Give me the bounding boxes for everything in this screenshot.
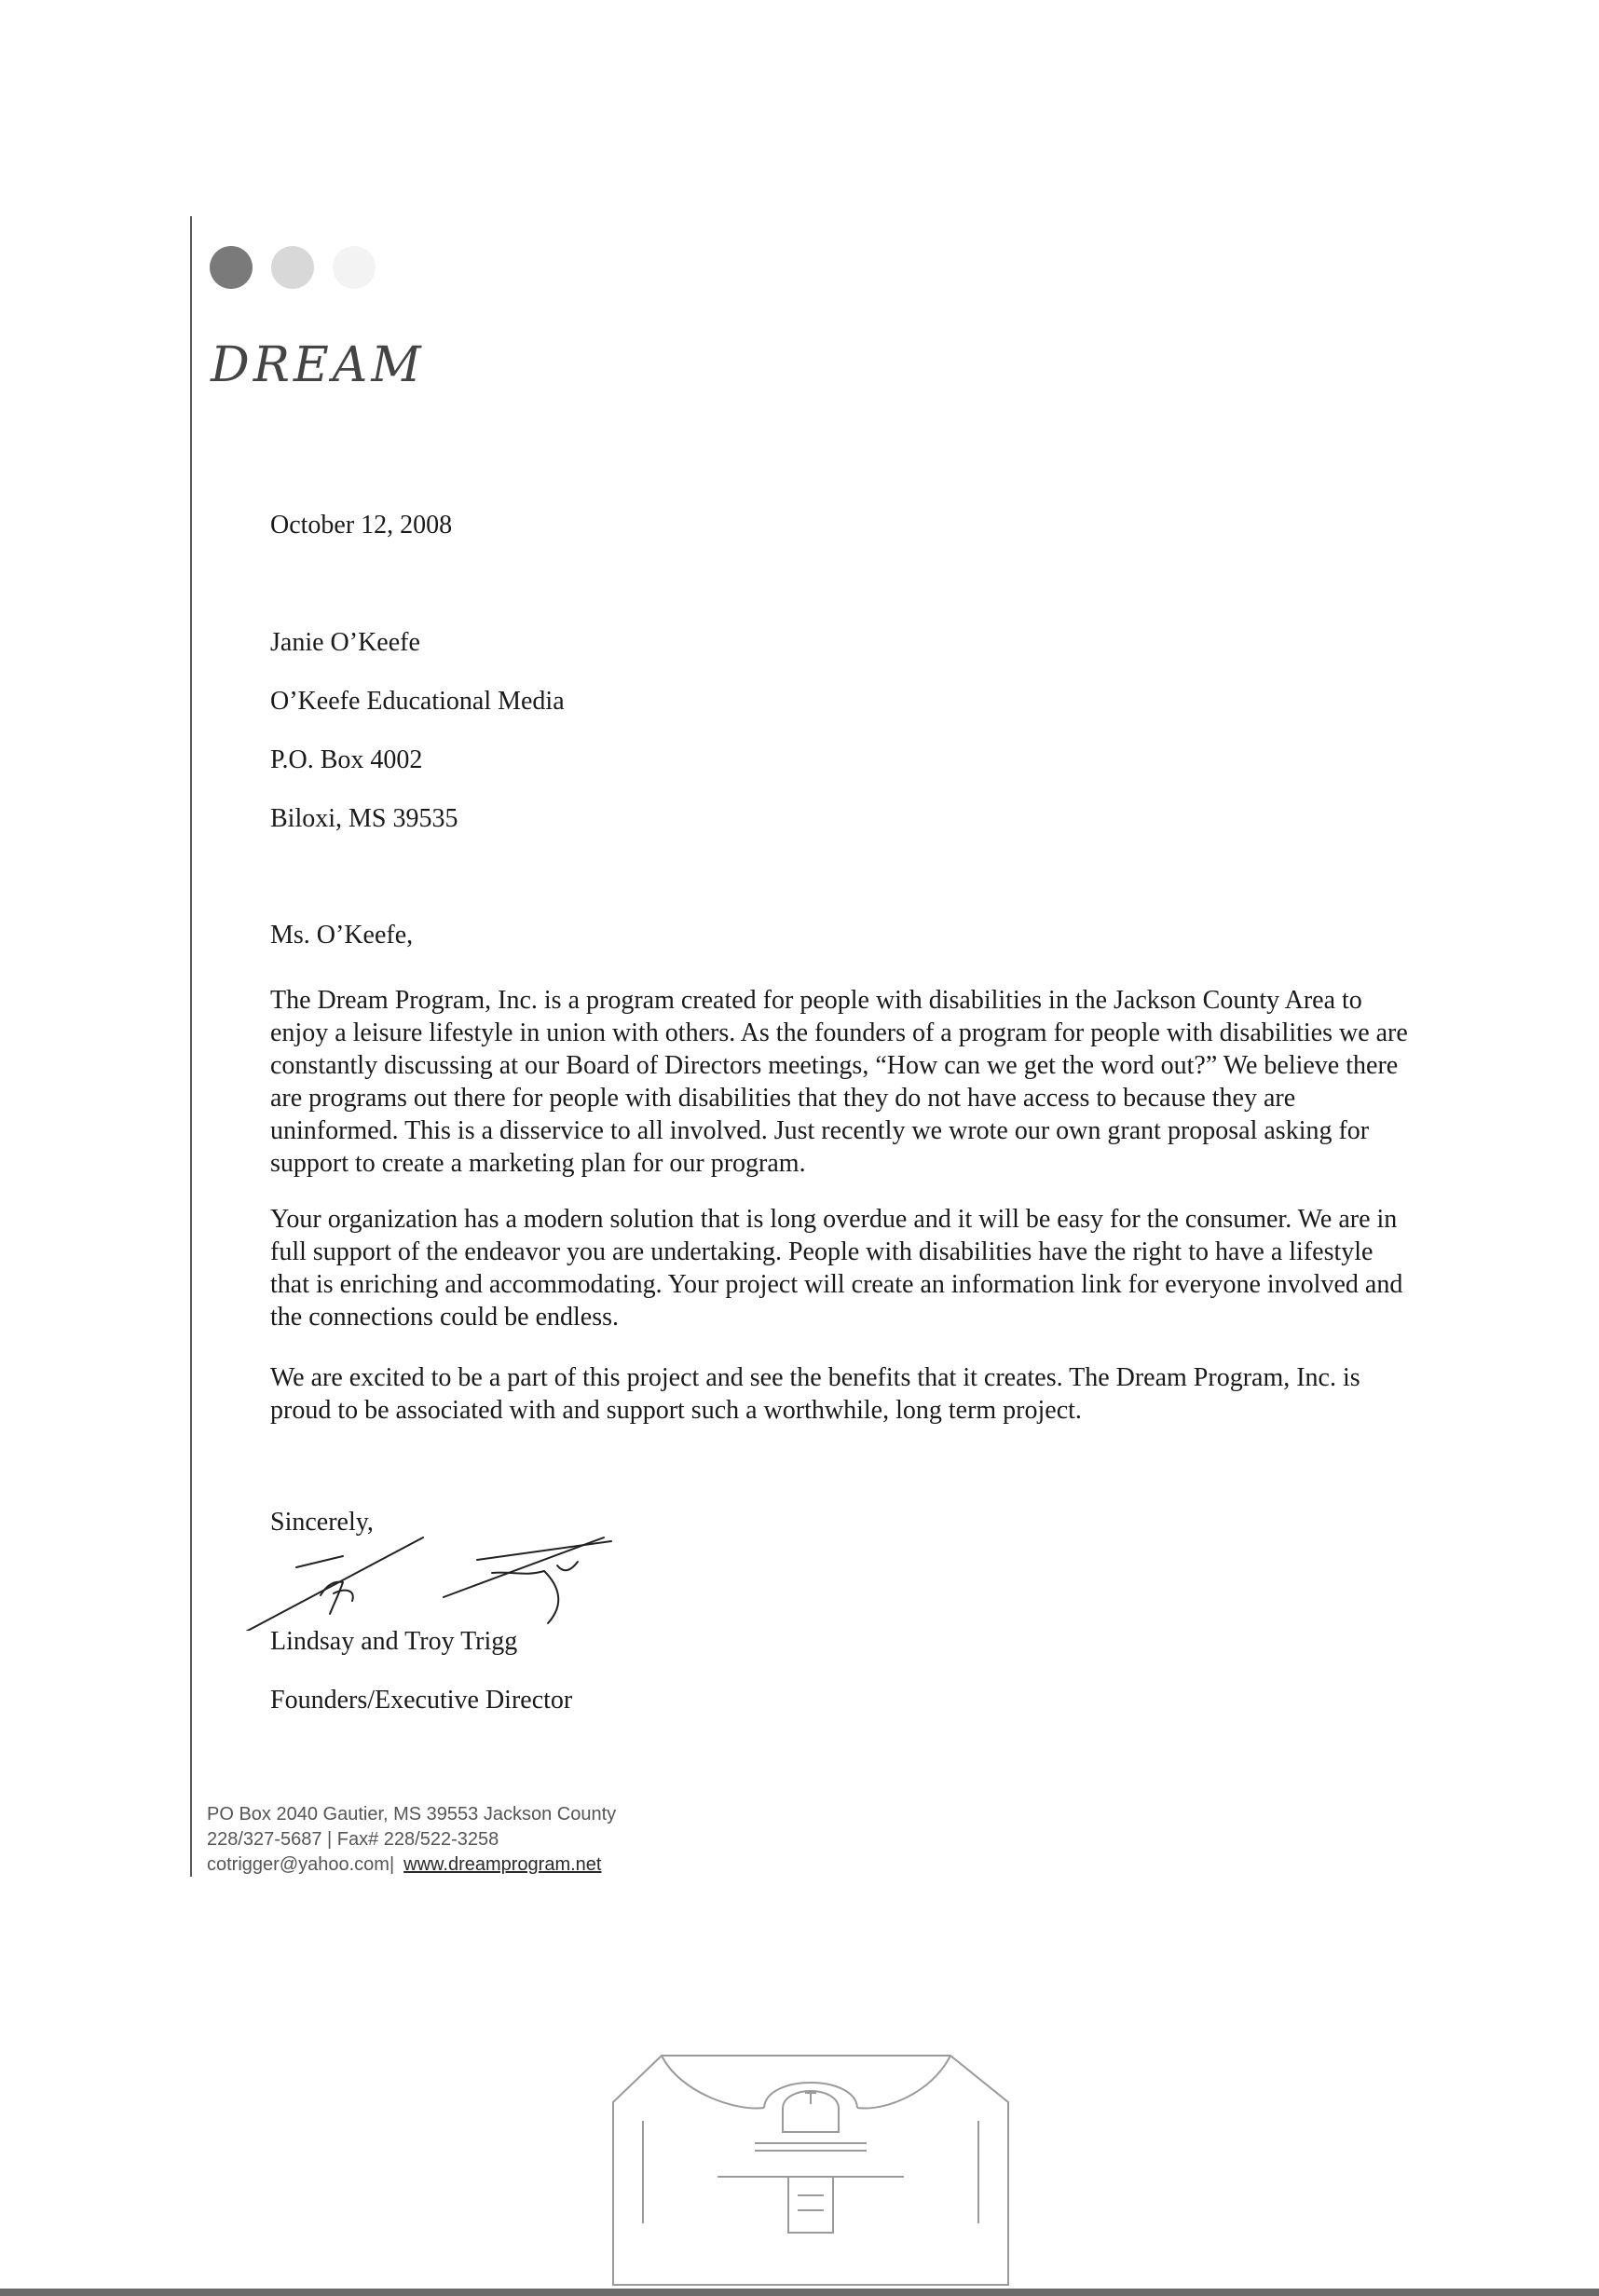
footer-contact-line <box>207 1852 616 1878</box>
recipient-organization: O’Keefe Educational Media <box>270 687 565 716</box>
handwritten-signature <box>240 1528 613 1631</box>
body-paragraph-1: The Dream Program, Inc. is a program created for people with disabilities in the Jackson County Area to enjoy a leisure lifestyle in union with others. As the founders of a program for people with disabilities we are constantly discussing at our Board of Directors meetings, “How can we get the word out?” We believe there are programs out there for people with disabilities that they do not have access to because they are uninformed. This is a disservice to all involved. Just recently we wrote our own grant proposal asking for support to create a marketing plan for our program. <box>270 986 1408 1178</box>
margin-rule <box>190 216 192 1877</box>
closing: Sincerely, <box>270 1508 374 1537</box>
letterhead-footer <box>207 1802 616 1878</box>
footer-email: cotrigger@yahoo.com| <box>207 1854 395 1875</box>
footer-address: PO Box 2040 Gautier, MS 39553 Jackson County <box>207 1804 617 1824</box>
body-paragraph-2: Your organization has a modern solution that is long overdue and it will be easy for the consumer. We are in full support of the endeavor you are undertaking. People with disabilities have the right to have a lifestyle that is enriching and accommodating. Your project will create an information link for everyone involved and the connections could be endless. <box>270 1205 1403 1332</box>
signatories: Lindsay and Troy Trigg <box>270 1627 518 1656</box>
paper-clip-mark <box>606 2046 1016 2290</box>
footer-website-link[interactable]: www.dreamprogram.net <box>403 1854 602 1875</box>
letterhead-dot-faint <box>333 246 376 289</box>
footer-phone-fax: 228/327-5687 | Fax# 228/522-3258 <box>207 1829 499 1850</box>
body-paragraph-3: We are excited to be a part of this project and see the benefits that it creates. The Dream Program, Inc. is proud to be associated with and support such a worthwhile, long term project. <box>270 1363 1360 1425</box>
letterhead-dot-dark <box>210 246 253 289</box>
recipient-po-box: P.O. Box 4002 <box>270 745 423 774</box>
salutation: Ms. O’Keefe, <box>270 921 414 950</box>
letterhead-dot-light <box>271 246 314 289</box>
signatory-title: Founders/Executive Director <box>270 1686 573 1715</box>
recipient-city-state-zip: Biloxi, MS 39535 <box>270 804 458 833</box>
scan-bottom-edge <box>0 2289 1599 2296</box>
letter-date: October 12, 2008 <box>270 511 453 540</box>
dream-logo: DREAM <box>211 337 425 393</box>
recipient-name: Janie O’Keefe <box>270 628 420 657</box>
